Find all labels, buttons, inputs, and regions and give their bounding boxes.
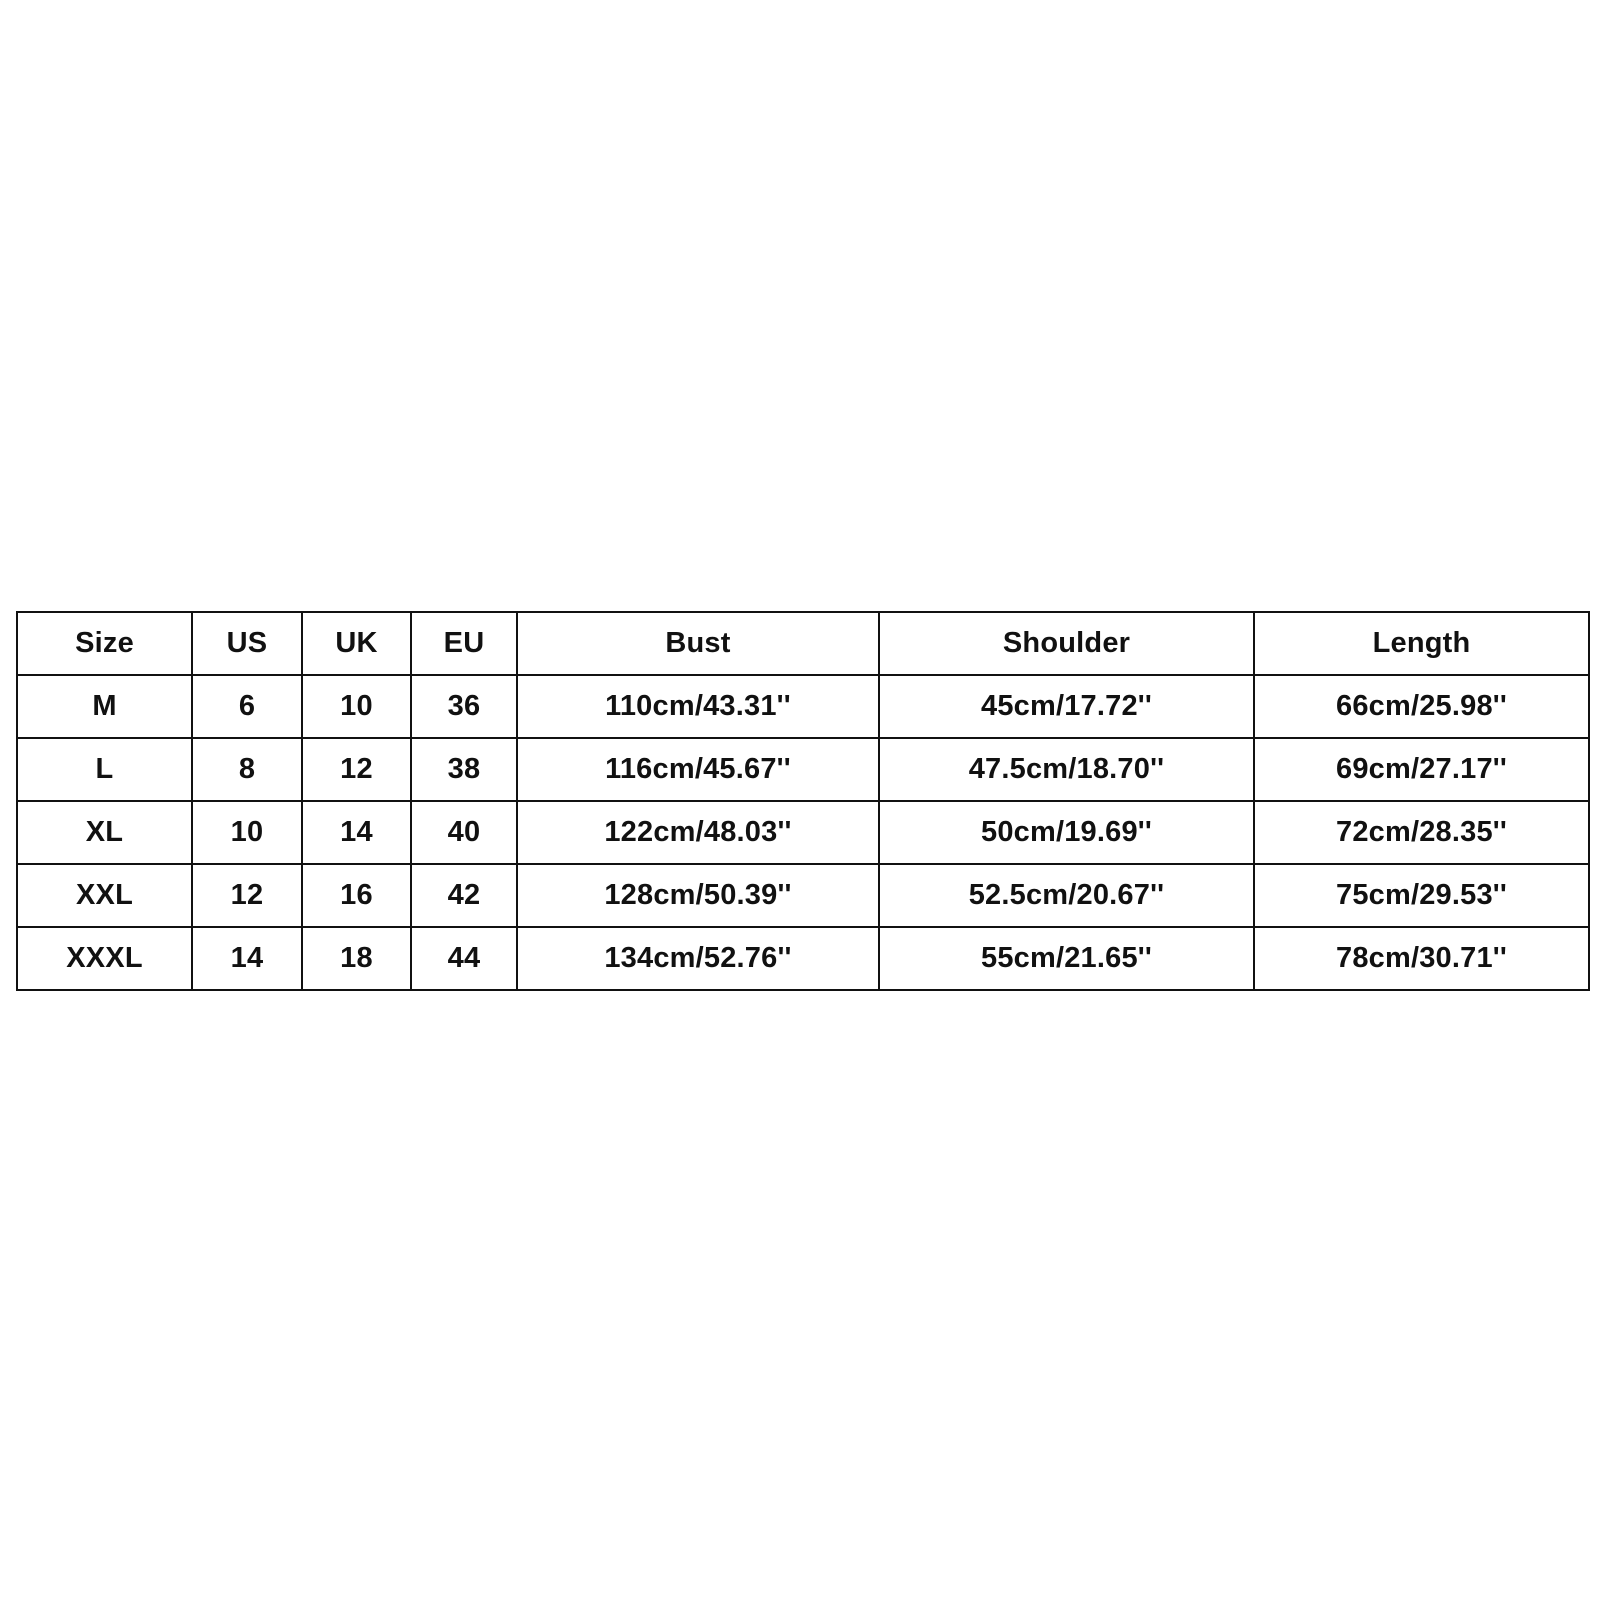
- table-header-row: [17, 612, 1589, 675]
- cell-us: 14: [192, 927, 302, 990]
- cell-uk: 18: [302, 927, 411, 990]
- header-bust: Bust: [517, 612, 879, 675]
- header-eu: EU: [411, 612, 517, 675]
- cell-uk: 14: [302, 801, 411, 864]
- cell-uk: 12: [302, 738, 411, 801]
- cell-us: 6: [192, 675, 302, 738]
- cell-length: 72cm/28.35'': [1254, 801, 1589, 864]
- cell-eu: 42: [411, 864, 517, 927]
- cell-shoulder: 45cm/17.72'': [879, 675, 1254, 738]
- cell-size: L: [17, 738, 192, 801]
- cell-bust: 116cm/45.67'': [517, 738, 879, 801]
- cell-bust: 122cm/48.03'': [517, 801, 879, 864]
- size-chart-table: [16, 611, 1590, 991]
- cell-uk: 16: [302, 864, 411, 927]
- cell-us: 10: [192, 801, 302, 864]
- cell-length: 69cm/27.17'': [1254, 738, 1589, 801]
- cell-eu: 44: [411, 927, 517, 990]
- header-us: US: [192, 612, 302, 675]
- cell-length: 75cm/29.53'': [1254, 864, 1589, 927]
- header-shoulder: Shoulder: [879, 612, 1254, 675]
- cell-uk: 10: [302, 675, 411, 738]
- table-row: [17, 675, 1589, 738]
- cell-us: 12: [192, 864, 302, 927]
- cell-size: XXXL: [17, 927, 192, 990]
- cell-shoulder: 47.5cm/18.70'': [879, 738, 1254, 801]
- table-row: [17, 801, 1589, 864]
- cell-eu: 38: [411, 738, 517, 801]
- cell-length: 66cm/25.98'': [1254, 675, 1589, 738]
- cell-bust: 128cm/50.39'': [517, 864, 879, 927]
- cell-shoulder: 55cm/21.65'': [879, 927, 1254, 990]
- table-row: [17, 738, 1589, 801]
- cell-us: 8: [192, 738, 302, 801]
- table-row: [17, 864, 1589, 927]
- table-row: [17, 927, 1589, 990]
- cell-size: XXL: [17, 864, 192, 927]
- cell-size: XL: [17, 801, 192, 864]
- cell-size: M: [17, 675, 192, 738]
- cell-eu: 36: [411, 675, 517, 738]
- header-size: Size: [17, 612, 192, 675]
- cell-shoulder: 52.5cm/20.67'': [879, 864, 1254, 927]
- header-uk: UK: [302, 612, 411, 675]
- header-length: Length: [1254, 612, 1589, 675]
- cell-eu: 40: [411, 801, 517, 864]
- cell-bust: 134cm/52.76'': [517, 927, 879, 990]
- cell-length: 78cm/30.71'': [1254, 927, 1589, 990]
- cell-bust: 110cm/43.31'': [517, 675, 879, 738]
- cell-shoulder: 50cm/19.69'': [879, 801, 1254, 864]
